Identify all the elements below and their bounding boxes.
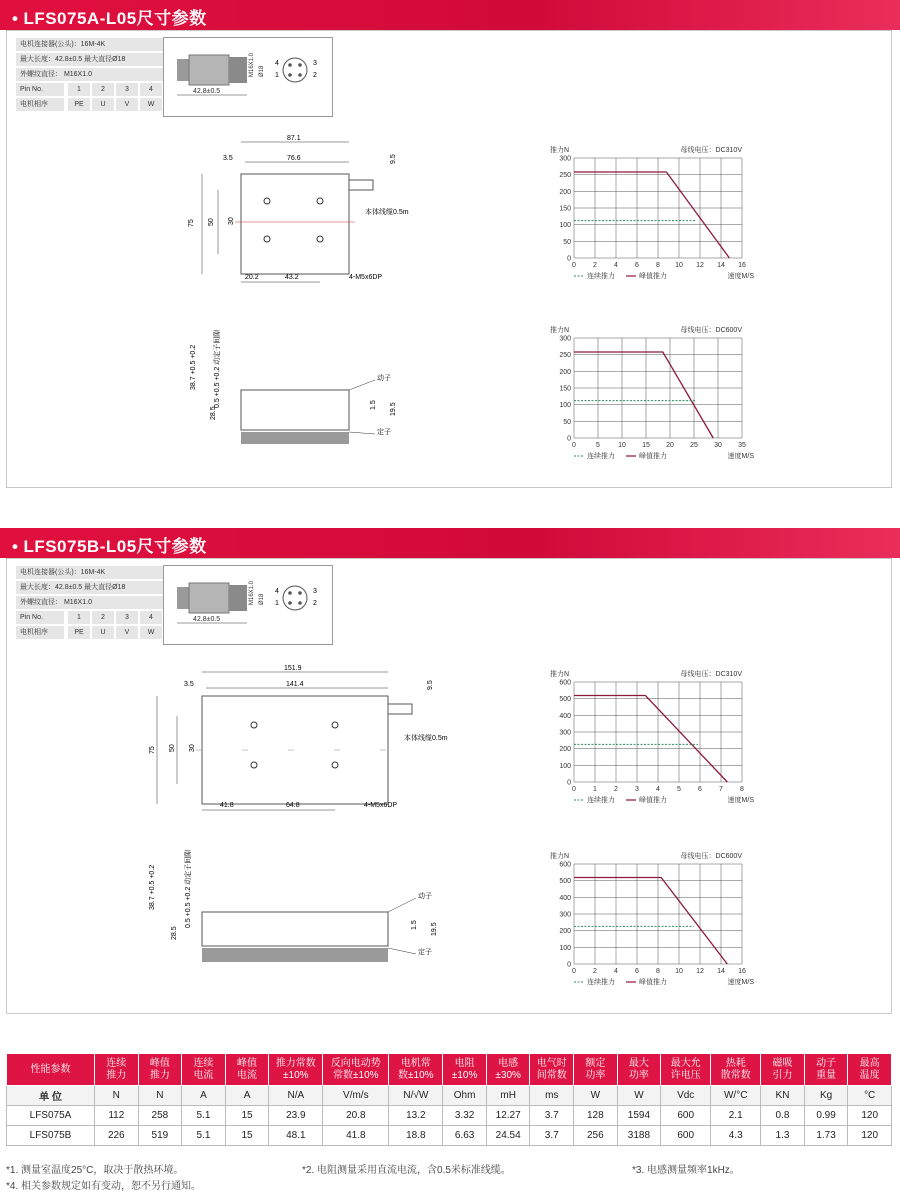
dim-h50: 50: [169, 744, 176, 752]
chart-y-tick: 200: [559, 928, 571, 936]
dim-h15: 1.5: [370, 400, 377, 410]
chart-x-tick: 2: [593, 968, 597, 975]
chart-b-dc600: [540, 848, 770, 988]
table-header-cell: 额定 功率: [574, 1054, 618, 1086]
chart-y-tick: 100: [559, 222, 571, 230]
chart-series-peak: [574, 878, 727, 965]
connector-row1: 电机连接器(公头)：16M-4K: [16, 566, 164, 579]
chart-x-tick: 6: [698, 786, 702, 793]
table-header-cell: 电气时 间常数: [530, 1054, 574, 1086]
chart-x-tick: 25: [690, 442, 698, 449]
table-cell: 120: [848, 1106, 892, 1126]
table-cell: 13.2: [389, 1106, 443, 1126]
chart-xlabel: 速度M/S: [727, 979, 754, 986]
pin-cell: 4: [140, 611, 162, 624]
table-cell: 5.1: [182, 1106, 226, 1126]
dim-h28: 28.5: [171, 926, 178, 940]
side-view-drawing-a: [185, 330, 425, 450]
table-cell: A: [182, 1086, 226, 1106]
dim-body: 141.4: [286, 681, 304, 688]
chart-y-tick: 100: [559, 762, 571, 770]
chart-y-tick: 100: [559, 944, 571, 952]
table-cell: N/√W: [389, 1086, 443, 1106]
table-cell: N: [95, 1086, 139, 1106]
stator-label: 定子: [418, 949, 432, 956]
chart-x-tick: 12: [696, 968, 704, 975]
connector-drawing-a: [163, 37, 333, 117]
dim-cable-h: 9.5: [390, 154, 397, 164]
legend-peak: 峰值推力: [639, 979, 667, 986]
mover-label: 动子: [377, 375, 391, 382]
dim-total: 87.1: [287, 135, 301, 142]
dim-bottom-left: 20.2: [245, 274, 259, 281]
dim-h28: 28.5: [210, 406, 217, 420]
table-cell: Kg: [804, 1086, 848, 1106]
chart-x-tick: 5: [596, 442, 600, 449]
phase-cell: V: [116, 626, 138, 639]
phase-cell: U: [92, 626, 114, 639]
chart-y-tick: 600: [559, 861, 571, 869]
table-cell: 3188: [617, 1126, 661, 1146]
chart-x-tick: 30: [714, 442, 722, 449]
table-cell: W: [617, 1086, 661, 1106]
table-cell: 258: [138, 1106, 182, 1126]
chart-x-tick: 5: [677, 786, 681, 793]
mover-label: 动子: [418, 893, 432, 900]
table-cell: 12.27: [486, 1106, 530, 1126]
table-header-cell: 磁吸 引力: [761, 1054, 805, 1086]
dim-gap-note: 0.5 +0.5 +0.2 动定子间隙: [214, 330, 221, 408]
table-cell: °C: [848, 1086, 892, 1106]
connector-row3: 外螺纹直径： M16X1.0: [16, 596, 164, 609]
table-units-row: [7, 1086, 892, 1106]
table-cell: 256: [574, 1126, 618, 1146]
table-cell: 3.7: [530, 1106, 574, 1126]
chart-x-tick: 35: [738, 442, 746, 449]
chart-series-peak: [574, 696, 727, 783]
section-a-title-bar: [0, 0, 900, 30]
table-header-cell: 动子 重量: [804, 1054, 848, 1086]
table-header-cell: 热耗 散常数: [711, 1054, 761, 1086]
chart-y-tick: 400: [559, 712, 571, 720]
table-header-cell: 电感 ±30%: [486, 1054, 530, 1086]
table-cell: 128: [574, 1106, 618, 1126]
chart-x-tick: 4: [614, 968, 618, 975]
top-view-drawing-b: [140, 660, 470, 820]
cable-note: 本体线缆0.5m: [365, 209, 409, 216]
table-cell: 2.1: [711, 1106, 761, 1126]
pin-num: 1: [275, 600, 279, 607]
chart-y-tick: 500: [559, 696, 571, 704]
table-cell: mH: [486, 1086, 530, 1106]
chart-y-tick: 400: [559, 894, 571, 902]
chart-x-tick: 10: [675, 968, 683, 975]
chart-y-tick: 600: [559, 679, 571, 687]
table-cell: 20.8: [323, 1106, 389, 1126]
chart-x-tick: 20: [666, 442, 674, 449]
chart-title: 母线电压：DC600V: [680, 853, 742, 860]
dim-bottom-left: 41.8: [220, 802, 234, 809]
chart-y-tick: 0: [567, 961, 571, 969]
table-cell: N/A: [269, 1086, 323, 1106]
phase-label: 电机相序: [16, 626, 64, 639]
phase-label: 电机相序: [16, 98, 64, 111]
legend-continuous: 连续推力: [587, 979, 615, 986]
chart-x-tick: 12: [696, 262, 704, 269]
table-cell: 0.8: [761, 1106, 805, 1126]
pin-cell: 2: [92, 83, 114, 96]
chart-x-tick: 3: [635, 786, 639, 793]
chart-x-tick: 1: [593, 786, 597, 793]
footnote-1: *1. 测量室温度25°C，取决于散热环境。: [6, 1165, 184, 1176]
chart-x-tick: 10: [618, 442, 626, 449]
pin-cell: 3: [116, 83, 138, 96]
chart-title: 母线电压：DC310V: [680, 147, 742, 154]
phase-cell: V: [116, 98, 138, 111]
table-cell: 1594: [617, 1106, 661, 1126]
table-cell: Ohm: [443, 1086, 487, 1106]
table-cell: 6.63: [443, 1126, 487, 1146]
table-cell: 519: [138, 1126, 182, 1146]
table-cell: 226: [95, 1126, 139, 1146]
chart-y-tick: 150: [559, 385, 571, 393]
table-cell: W/°C: [711, 1086, 761, 1106]
table-cell: 15: [225, 1106, 269, 1126]
section-b-title-bar: [0, 528, 900, 558]
chart-y-tick: 300: [559, 155, 571, 163]
dim-left: 3.5: [184, 681, 194, 688]
chart-y-tick: 300: [559, 911, 571, 919]
pin-num: 4: [275, 60, 279, 67]
chart-x-tick: 16: [738, 968, 746, 975]
chart-y-tick: 300: [559, 729, 571, 737]
connector-row2: 最大长度：42.8±0.5 最大直径Ø18: [16, 581, 164, 594]
chart-y-tick: 250: [559, 172, 571, 180]
cable-note: 本体线缆0.5m: [404, 735, 448, 742]
table-cell: ms: [530, 1086, 574, 1106]
pin-num: 1: [275, 72, 279, 79]
chart-xlabel: 速度M/S: [727, 273, 754, 280]
table-cell: V/m/s: [323, 1086, 389, 1106]
chart-x-tick: 0: [572, 968, 576, 975]
table-cell: 23.9: [269, 1106, 323, 1126]
table-cell: Vdc: [661, 1086, 711, 1106]
table-cell: N: [138, 1086, 182, 1106]
chart-y-tick: 0: [567, 435, 571, 443]
dim-h15: 1.5: [411, 920, 418, 930]
connector-drawing-b: [163, 565, 333, 645]
table-cell: 18.8: [389, 1126, 443, 1146]
chart-series-peak: [574, 352, 713, 438]
table-header-cell: 最大 功率: [617, 1054, 661, 1086]
pin-cell: 1: [68, 611, 90, 624]
dim-h195: 19.5: [390, 402, 397, 416]
chart-y-tick: 200: [559, 746, 571, 754]
chart-x-tick: 0: [572, 442, 576, 449]
table-header-row: [7, 1054, 892, 1086]
phase-cell: PE: [68, 626, 90, 639]
chart-x-tick: 2: [593, 262, 597, 269]
table-cell: 5.1: [182, 1126, 226, 1146]
chart-a-dc600: [540, 322, 770, 462]
table-cell: KN: [761, 1086, 805, 1106]
pin-num: 3: [313, 588, 317, 595]
table-cell: 1.3: [761, 1126, 805, 1146]
footnote-3: *3. 电感测量频率1kHz。: [632, 1165, 740, 1176]
chart-x-tick: 0: [572, 786, 576, 793]
pin-num: 2: [313, 600, 317, 607]
chart-y-tick: 50: [563, 238, 571, 246]
table-cell: 3.7: [530, 1126, 574, 1146]
chart-y-tick: 200: [559, 188, 571, 196]
chart-ylabel: 推力N: [550, 671, 570, 678]
footnote-4: *4. 相关参数规定如有变动，恕不另行通知。: [6, 1181, 202, 1192]
chart-x-tick: 14: [717, 968, 725, 975]
connector-row1: 电机连接器(公头)：16M-4K: [16, 38, 164, 51]
stator-label: 定子: [377, 429, 391, 436]
pin-label: Pin No.: [16, 83, 64, 96]
table-header-cell: 峰值 电流: [225, 1054, 269, 1086]
chart-xlabel: 速度M/S: [727, 453, 754, 460]
chart-ylabel: 推力N: [550, 327, 570, 334]
table-cell: 15: [225, 1126, 269, 1146]
table-cell: 48.1: [269, 1126, 323, 1146]
legend-continuous: 连续推力: [587, 453, 615, 460]
pin-cell: 4: [140, 83, 162, 96]
chart-b-dc310: [540, 666, 770, 806]
dim-h50: 50: [208, 218, 215, 226]
hole-spec: 4-M5x6DP: [349, 274, 383, 281]
chart-x-tick: 8: [656, 262, 660, 269]
legend-continuous: 连续推力: [587, 273, 615, 280]
table-cell: LFS075B: [7, 1126, 95, 1146]
table-header-cell: 峰值 推力: [138, 1054, 182, 1086]
chart-x-tick: 6: [635, 968, 639, 975]
top-view-drawing-a: [185, 130, 425, 290]
table-cell: 4.3: [711, 1126, 761, 1146]
pin-cell: 3: [116, 611, 138, 624]
table-cell: 1.73: [804, 1126, 848, 1146]
table-cell: LFS075A: [7, 1106, 95, 1126]
table-header-cell: 电机常 数±10%: [389, 1054, 443, 1086]
table-header-cell: 连续 推力: [95, 1054, 139, 1086]
chart-y-tick: 0: [567, 779, 571, 787]
table-cell: 112: [95, 1106, 139, 1126]
footnote-2: *2. 电阻测量采用直流电流，含0.5米标准线缆。: [302, 1165, 511, 1176]
dim-total: 151.9: [284, 665, 302, 672]
chart-x-tick: 10: [675, 262, 683, 269]
chart-title: 母线电压：DC600V: [680, 327, 742, 334]
table-header-cell: 连续 电流: [182, 1054, 226, 1086]
connector-row3: 外螺纹直径： M16X1.0: [16, 68, 164, 81]
table-row: [7, 1106, 892, 1126]
table-cell: 120: [848, 1126, 892, 1146]
dim-gap: 38.7 +0.5 +0.2: [190, 344, 197, 390]
table-header-cell: 反向电动势 常数±10%: [323, 1054, 389, 1086]
chart-xlabel: 速度M/S: [727, 797, 754, 804]
pin-num: 2: [313, 72, 317, 79]
table-cell: W: [574, 1086, 618, 1106]
table-header-cell: 电阻 ±10%: [443, 1054, 487, 1086]
dim-h30: 30: [189, 744, 196, 752]
section-b-title: • LFS075B-L05尺寸参数: [12, 532, 207, 557]
phase-cell: W: [140, 98, 162, 111]
pin-cell: 2: [92, 611, 114, 624]
chart-x-tick: 14: [717, 262, 725, 269]
chart-x-tick: 8: [656, 968, 660, 975]
legend-continuous: 连续推力: [587, 797, 615, 804]
chart-x-tick: 4: [656, 786, 660, 793]
table-cell: 3.32: [443, 1106, 487, 1126]
pin-label: Pin No.: [16, 611, 64, 624]
dim-gap-note: 0.5 +0.5 +0.2 动定子间隙: [185, 850, 192, 928]
chart-y-tick: 0: [567, 255, 571, 263]
table-row: [7, 1126, 892, 1146]
side-view-drawing-b: [140, 850, 470, 970]
table-cell: A: [225, 1086, 269, 1106]
section-a-title: • LFS075A-L05尺寸参数: [12, 4, 207, 29]
dim-h195: 19.5: [431, 922, 438, 936]
chart-title: 母线电压：DC310V: [680, 671, 742, 678]
legend-peak: 峰值推力: [639, 453, 667, 460]
chart-x-tick: 16: [738, 262, 746, 269]
chart-y-tick: 150: [559, 205, 571, 213]
chart-y-tick: 250: [559, 352, 571, 360]
connector-dia-dim: Ø18: [259, 65, 265, 77]
legend-peak: 峰值推力: [639, 797, 667, 804]
phase-cell: PE: [68, 98, 90, 111]
pin-cell: 1: [68, 83, 90, 96]
dim-height: 75: [188, 219, 195, 227]
dim-left: 3.5: [223, 155, 233, 162]
chart-x-tick: 15: [642, 442, 650, 449]
table-header-cell: 推力常数 ±10%: [269, 1054, 323, 1086]
chart-x-tick: 7: [719, 786, 723, 793]
connector-length-dim: 42.8±0.5: [193, 616, 221, 623]
chart-x-tick: 6: [635, 262, 639, 269]
phase-cell: W: [140, 626, 162, 639]
phase-cell: U: [92, 98, 114, 111]
dim-cable-h: 9.5: [427, 680, 434, 690]
chart-x-tick: 0: [572, 262, 576, 269]
chart-y-tick: 500: [559, 878, 571, 886]
dim-height: 75: [149, 746, 156, 754]
chart-x-tick: 8: [740, 786, 744, 793]
table-cell: 600: [661, 1106, 711, 1126]
table-header-cell: 最大允 许电压: [661, 1054, 711, 1086]
table-header-cell: 最高 温度: [848, 1054, 892, 1086]
dim-h30: 30: [228, 217, 235, 225]
chart-y-tick: 50: [563, 418, 571, 426]
chart-y-tick: 100: [559, 402, 571, 410]
table-cell: 0.99: [804, 1106, 848, 1126]
pin-num: 3: [313, 60, 317, 67]
chart-ylabel: 推力N: [550, 147, 570, 154]
chart-x-tick: 4: [614, 262, 618, 269]
table-header-cell: 性能参数: [7, 1054, 95, 1086]
connector-length-dim: 42.8±0.5: [193, 88, 221, 95]
connector-row2: 最大长度：42.8±0.5 最大直径Ø18: [16, 53, 164, 66]
connector-thread-dim: M16X1.0: [249, 580, 255, 605]
hole-spec: 4-M5x6DP: [364, 802, 398, 809]
chart-a-dc310: [540, 142, 770, 282]
dim-bottom-mid: 43.2: [285, 274, 299, 281]
connector-thread-dim: M16X1.0: [249, 52, 255, 77]
chart-x-tick: 2: [614, 786, 618, 793]
dim-bottom-mid: 64.8: [286, 802, 300, 809]
dim-gap: 38.7 +0.5 +0.2: [149, 864, 156, 910]
pin-num: 4: [275, 588, 279, 595]
table-cell: 600: [661, 1126, 711, 1146]
chart-ylabel: 推力N: [550, 853, 570, 860]
chart-series-peak: [574, 172, 729, 258]
dim-body: 76.6: [287, 155, 301, 162]
chart-y-tick: 300: [559, 335, 571, 343]
table-cell: 24.54: [486, 1126, 530, 1146]
legend-peak: 峰值推力: [639, 273, 667, 280]
table-cell: 单 位: [7, 1086, 95, 1106]
connector-dia-dim: Ø18: [259, 593, 265, 605]
chart-y-tick: 200: [559, 368, 571, 376]
performance-table: [6, 1053, 892, 1146]
table-cell: 41.8: [323, 1126, 389, 1146]
